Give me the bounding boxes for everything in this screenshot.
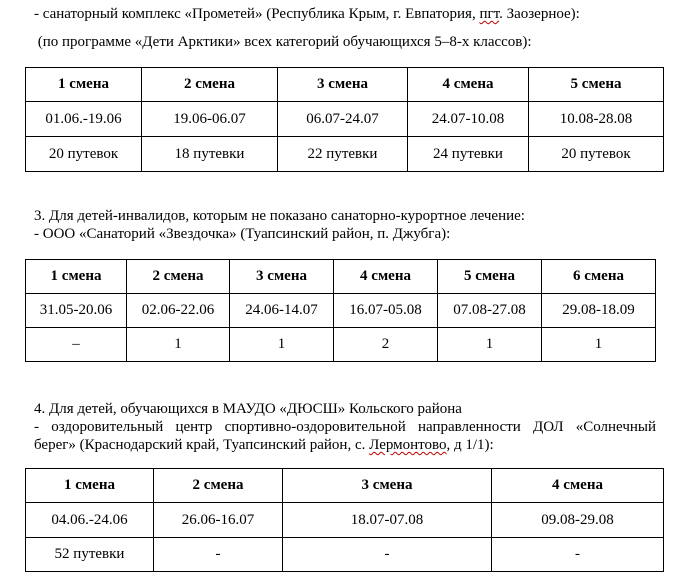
date-cell: 19.06-06.07 [142,102,278,137]
header-cell: 1 смена [26,68,142,102]
date-cell: 04.06.-24.06 [26,503,154,538]
section4-line3-text-b: Лермонтово [369,437,447,453]
date-cell: 29.08-18.09 [542,294,656,328]
table-row-dates [26,503,664,538]
header-cell: 4 смена [492,469,664,503]
voucher-cell: 24 путевки [408,137,529,172]
header-cell: 2 смена [127,260,230,294]
section1-line2: (по программе «Дети Арктики» всех категорий обучающихся 5–8-х классов): [34,34,532,50]
table-dol-solnechny-bereg [25,468,664,572]
header-cell: 4 смена [408,68,529,102]
section4-line2: - оздоровительный центр спортивно-оздоровительной направленности ДОЛ «Солнечный [34,419,656,435]
header-cell: 2 смена [142,68,278,102]
count-cell: 1 [230,328,334,362]
date-cell: 07.08-27.08 [438,294,542,328]
header-cell: 2 смена [154,469,283,503]
date-cell: 10.08-28.08 [529,102,664,137]
header-cell: 3 смена [278,68,408,102]
section1-line1-text-b: пгт [479,6,500,22]
date-cell: 06.07-24.07 [278,102,408,137]
header-cell: 4 смена [334,260,438,294]
table-header-row [26,469,664,503]
header-cell: 3 смена [283,469,492,503]
table-sanatorium-zvezdochka [25,259,656,362]
date-cell: 09.08-29.08 [492,503,664,538]
date-cell: 01.06.-19.06 [26,102,142,137]
header-cell: 5 смена [529,68,664,102]
header-cell: 1 смена [26,260,127,294]
date-cell: 16.07-05.08 [334,294,438,328]
table-header-row [26,260,656,294]
count-cell: 1 [542,328,656,362]
section4-heading: 4. Для детей, обучающихся в МАУДО «ДЮСШ» Кольского района [34,401,462,417]
table-header-row [26,68,664,102]
section1-line1 [34,6,580,23]
table-camp-prometei [25,67,664,172]
voucher-cell: 52 путевки [26,538,154,572]
date-cell: 24.06-14.07 [230,294,334,328]
table-row-vouchers [26,137,664,172]
voucher-cell: 18 путевки [142,137,278,172]
header-cell: 6 смена [542,260,656,294]
section3-heading: 3. Для детей-инвалидов, которым не показано санаторно-курортное лечение: [34,208,525,224]
date-cell: 18.07-07.08 [283,503,492,538]
section4-line3 [34,437,494,454]
section4-line3-text-a: берег» (Краснодарский край, Туапсинский район, с. [34,437,370,453]
section1-line1-text-a: - санаторный комплекс «Прометей» (Республика Крым, г. Евпатория, [34,6,480,22]
section3-line2: - ООО «Санаторий «Звездочка» (Туапсинский район, п. Джубга): [34,226,451,242]
table-row-counts [26,328,656,362]
date-cell: 02.06-22.06 [127,294,230,328]
date-cell: 24.07-10.08 [408,102,529,137]
count-cell: 1 [438,328,542,362]
header-cell: 3 смена [230,260,334,294]
section4-line3-text-c: , д 1/1): [446,437,494,453]
voucher-cell: - [154,538,283,572]
table-row-vouchers [26,538,664,572]
count-cell: 2 [334,328,438,362]
date-cell: 26.06-16.07 [154,503,283,538]
count-cell: – [26,328,127,362]
voucher-cell: 20 путевок [529,137,664,172]
voucher-cell: 22 путевки [278,137,408,172]
voucher-cell: 20 путевок [26,137,142,172]
header-cell: 1 смена [26,469,154,503]
voucher-cell: - [492,538,664,572]
table-row-dates [26,102,664,137]
section1-line1-text-c: . Заозерное): [499,6,580,22]
voucher-cell: - [283,538,492,572]
count-cell: 1 [127,328,230,362]
table-row-dates [26,294,656,328]
date-cell: 31.05-20.06 [26,294,127,328]
header-cell: 5 смена [438,260,542,294]
